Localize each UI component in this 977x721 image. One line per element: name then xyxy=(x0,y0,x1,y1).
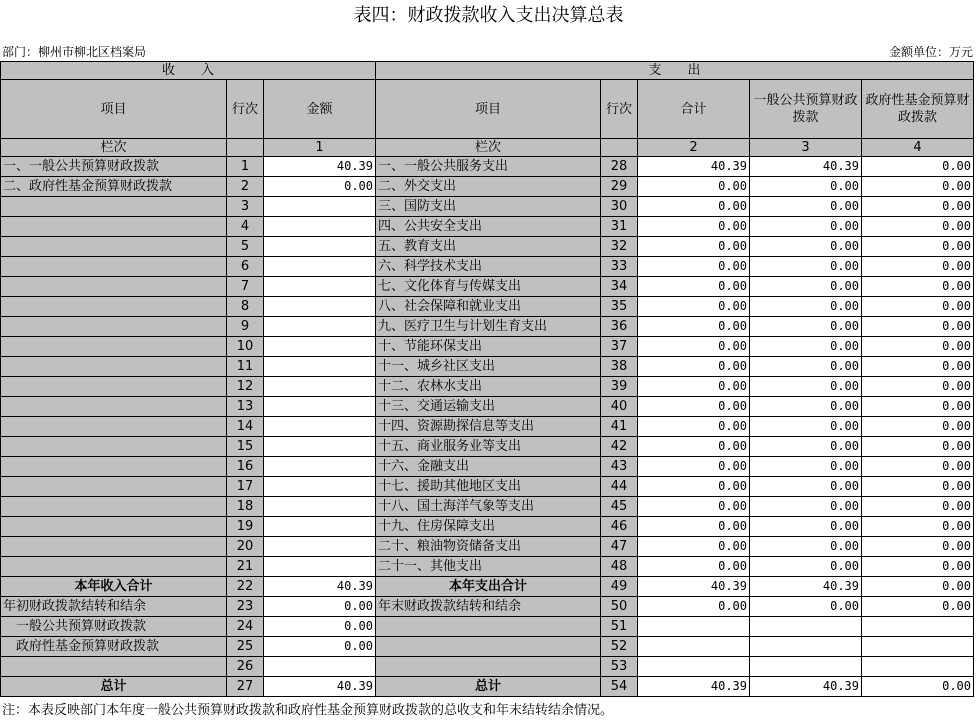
expense-fund-budget: 0.00 xyxy=(862,357,974,377)
income-row-number: 21 xyxy=(227,557,264,577)
expense-fund-budget: 0.00 xyxy=(862,417,974,437)
income-row-number: 16 xyxy=(227,457,264,477)
expense-row-number: 43 xyxy=(601,457,638,477)
section-expense: 支 出 xyxy=(376,62,974,80)
income-item xyxy=(1,557,227,577)
table-row xyxy=(1,557,974,577)
income-item xyxy=(1,337,227,357)
expense-item: 十一、城乡社区支出 xyxy=(376,357,601,377)
expense-general-budget: 40.39 xyxy=(750,157,862,177)
column-4: 4 xyxy=(862,139,974,157)
income-item xyxy=(1,197,227,217)
income-row-number: 2 xyxy=(227,177,264,197)
expense-row-number: 36 xyxy=(601,317,638,337)
expense-general-budget xyxy=(750,637,862,657)
expense-fund-budget xyxy=(862,657,974,677)
income-amount: 40.39 xyxy=(264,577,376,597)
expense-item: 十五、商业服务业等支出 xyxy=(376,437,601,457)
table-row xyxy=(1,337,974,357)
expense-fund-budget: 0.00 xyxy=(862,297,974,317)
income-amount xyxy=(264,517,376,537)
expense-fund-budget: 0.00 xyxy=(862,197,974,217)
income-item: 二、政府性基金预算财政拨款 xyxy=(1,177,227,197)
expense-fund-budget: 0.00 xyxy=(862,277,974,297)
expense-general-budget: 0.00 xyxy=(750,337,862,357)
income-row-number: 9 xyxy=(227,317,264,337)
expense-general-budget: 0.00 xyxy=(750,437,862,457)
expense-item: 二十、粮油物资储备支出 xyxy=(376,537,601,557)
expense-fund-budget: 0.00 xyxy=(862,497,974,517)
expense-total: 0.00 xyxy=(638,277,750,297)
income-item: 政府性基金预算财政拨款 xyxy=(1,637,227,657)
table-row xyxy=(1,377,974,397)
expense-fund-budget: 0.00 xyxy=(862,677,974,697)
income-amount: 0.00 xyxy=(264,637,376,657)
expense-row-number: 31 xyxy=(601,217,638,237)
expense-row-number: 41 xyxy=(601,417,638,437)
expense-fund-budget: 0.00 xyxy=(862,377,974,397)
header-amount: 金额 xyxy=(264,80,376,139)
table-row xyxy=(1,657,974,677)
expense-general-budget: 0.00 xyxy=(750,597,862,617)
income-item xyxy=(1,657,227,677)
header-item-expense: 项目 xyxy=(376,80,601,139)
income-item xyxy=(1,377,227,397)
expense-row-number: 42 xyxy=(601,437,638,457)
expense-general-budget: 0.00 xyxy=(750,357,862,377)
expense-row-number: 39 xyxy=(601,377,638,397)
income-item xyxy=(1,517,227,537)
expense-total: 0.00 xyxy=(638,257,750,277)
expense-row-number: 35 xyxy=(601,297,638,317)
table-row xyxy=(1,237,974,257)
income-item: 本年收入合计 xyxy=(1,577,227,597)
income-amount: 0.00 xyxy=(264,177,376,197)
expense-row-number: 32 xyxy=(601,237,638,257)
expense-row-number: 37 xyxy=(601,337,638,357)
expense-row-number: 33 xyxy=(601,257,638,277)
expense-row-number: 28 xyxy=(601,157,638,177)
table-row xyxy=(1,617,974,637)
expense-row-number: 44 xyxy=(601,477,638,497)
expense-item xyxy=(376,617,601,637)
expense-item: 六、科学技术支出 xyxy=(376,257,601,277)
expense-total: 0.00 xyxy=(638,497,750,517)
expense-general-budget: 0.00 xyxy=(750,377,862,397)
income-row-number: 19 xyxy=(227,517,264,537)
income-row-number: 23 xyxy=(227,597,264,617)
expense-item: 十二、农林水支出 xyxy=(376,377,601,397)
expense-general-budget: 0.00 xyxy=(750,197,862,217)
table-row xyxy=(1,677,974,697)
expense-fund-budget: 0.00 xyxy=(862,537,974,557)
income-item xyxy=(1,277,227,297)
expense-total: 0.00 xyxy=(638,337,750,357)
expense-row-number: 50 xyxy=(601,597,638,617)
income-row-number: 20 xyxy=(227,537,264,557)
expense-general-budget: 0.00 xyxy=(750,217,862,237)
expense-fund-budget: 0.00 xyxy=(862,437,974,457)
income-item xyxy=(1,397,227,417)
income-row-number: 10 xyxy=(227,337,264,357)
expense-fund-budget: 0.00 xyxy=(862,517,974,537)
expense-total: 0.00 xyxy=(638,177,750,197)
expense-row-number: 29 xyxy=(601,177,638,197)
column-1: 1 xyxy=(264,139,376,157)
income-amount xyxy=(264,357,376,377)
header-general-budget: 一般公共预算财政拨款 xyxy=(750,80,862,139)
expense-fund-budget: 0.00 xyxy=(862,457,974,477)
income-row-number: 25 xyxy=(227,637,264,657)
income-amount xyxy=(264,237,376,257)
expense-row-number: 53 xyxy=(601,657,638,677)
report-title: 表四：财政拨款收入支出决算总表 xyxy=(353,5,624,26)
expense-item: 十四、资源勘探信息等支出 xyxy=(376,417,601,437)
footnote: 注：本表反映部门本年度一般公共预算财政拨款和政府性基金预算财政拨款的总收支和年末结转结余情况。 xyxy=(2,703,614,718)
expense-row-number: 52 xyxy=(601,637,638,657)
table-row xyxy=(1,217,974,237)
income-amount xyxy=(264,437,376,457)
table-row xyxy=(1,577,974,597)
expense-row-number: 49 xyxy=(601,577,638,597)
expense-total: 0.00 xyxy=(638,557,750,577)
income-item xyxy=(1,317,227,337)
income-amount: 0.00 xyxy=(264,617,376,637)
expense-fund-budget: 0.00 xyxy=(862,577,974,597)
expense-item: 十八、国土海洋气象等支出 xyxy=(376,497,601,517)
expense-general-budget xyxy=(750,617,862,637)
income-amount xyxy=(264,397,376,417)
income-row-number: 27 xyxy=(227,677,264,697)
expense-total: 0.00 xyxy=(638,237,750,257)
expense-total: 0.00 xyxy=(638,397,750,417)
header-row: 行次 xyxy=(227,80,264,139)
expense-total: 0.00 xyxy=(638,197,750,217)
expense-item: 五、教育支出 xyxy=(376,237,601,257)
table-row xyxy=(1,517,974,537)
income-amount xyxy=(264,277,376,297)
income-item xyxy=(1,297,227,317)
income-row-number: 11 xyxy=(227,357,264,377)
income-row-number: 12 xyxy=(227,377,264,397)
income-item xyxy=(1,497,227,517)
income-amount xyxy=(264,217,376,237)
expense-item: 四、公共安全支出 xyxy=(376,217,601,237)
income-amount xyxy=(264,337,376,357)
department-label: 部门：柳州市柳北区档案局 xyxy=(2,45,147,59)
table-row xyxy=(1,637,974,657)
expense-total: 0.00 xyxy=(638,377,750,397)
income-amount xyxy=(264,317,376,337)
expense-item: 一、一般公共服务支出 xyxy=(376,157,601,177)
income-row-number: 1 xyxy=(227,157,264,177)
expense-fund-budget: 0.00 xyxy=(862,397,974,417)
expense-item: 十三、交通运输支出 xyxy=(376,397,601,417)
income-amount xyxy=(264,537,376,557)
table-row xyxy=(1,537,974,557)
table-row xyxy=(1,317,974,337)
expense-total: 0.00 xyxy=(638,217,750,237)
fiscal-allocation-table xyxy=(0,61,974,697)
expense-total: 0.00 xyxy=(638,457,750,477)
expense-row-number: 38 xyxy=(601,357,638,377)
expense-general-budget: 0.00 xyxy=(750,417,862,437)
expense-total: 0.00 xyxy=(638,517,750,537)
income-row-number: 14 xyxy=(227,417,264,437)
column-3: 3 xyxy=(750,139,862,157)
income-row-number: 13 xyxy=(227,397,264,417)
expense-general-budget: 0.00 xyxy=(750,297,862,317)
expense-general-budget: 0.00 xyxy=(750,537,862,557)
expense-total: 0.00 xyxy=(638,537,750,557)
income-amount xyxy=(264,557,376,577)
expense-general-budget xyxy=(750,657,862,677)
expense-total: 0.00 xyxy=(638,417,750,437)
expense-fund-budget: 0.00 xyxy=(862,557,974,577)
expense-general-budget: 0.00 xyxy=(750,457,862,477)
income-amount: 40.39 xyxy=(264,677,376,697)
expense-item: 十六、金融支出 xyxy=(376,457,601,477)
income-amount: 40.39 xyxy=(264,157,376,177)
expense-total: 0.00 xyxy=(638,597,750,617)
income-row-number: 15 xyxy=(227,437,264,457)
expense-item: 二、外交支出 xyxy=(376,177,601,197)
expense-fund-budget: 0.00 xyxy=(862,257,974,277)
header-item: 项目 xyxy=(1,80,227,139)
table-row xyxy=(1,597,974,617)
table-row xyxy=(1,417,974,437)
header-total: 合计 xyxy=(638,80,750,139)
expense-general-budget: 0.00 xyxy=(750,397,862,417)
expense-row-number: 51 xyxy=(601,617,638,637)
header-row-expense: 行次 xyxy=(601,80,638,139)
expense-fund-budget: 0.00 xyxy=(862,477,974,497)
income-row-number: 17 xyxy=(227,477,264,497)
income-amount: 0.00 xyxy=(264,597,376,617)
expense-total xyxy=(638,657,750,677)
column-2: 2 xyxy=(638,139,750,157)
expense-row-number: 47 xyxy=(601,537,638,557)
income-row-number: 24 xyxy=(227,617,264,637)
expense-item: 总计 xyxy=(376,677,601,697)
expense-item xyxy=(376,657,601,677)
expense-fund-budget xyxy=(862,617,974,637)
expense-fund-budget: 0.00 xyxy=(862,337,974,357)
expense-general-budget: 40.39 xyxy=(750,577,862,597)
table-row xyxy=(1,197,974,217)
expense-fund-budget xyxy=(862,637,974,657)
expense-row-number: 30 xyxy=(601,197,638,217)
expense-fund-budget: 0.00 xyxy=(862,597,974,617)
expense-item: 九、医疗卫生与计划生育支出 xyxy=(376,317,601,337)
expense-item: 年末财政拨款结转和结余 xyxy=(376,597,601,617)
income-item: 一般公共预算财政拨款 xyxy=(1,617,227,637)
income-item xyxy=(1,537,227,557)
income-row-number: 6 xyxy=(227,257,264,277)
expense-row-number: 40 xyxy=(601,397,638,417)
expense-total: 0.00 xyxy=(638,317,750,337)
table-row xyxy=(1,357,974,377)
header-fund-budget: 政府性基金预算财政拨款 xyxy=(862,80,974,139)
table-row xyxy=(1,437,974,457)
expense-fund-budget: 0.00 xyxy=(862,157,974,177)
expense-item: 本年支出合计 xyxy=(376,577,601,597)
expense-item: 十七、援助其他地区支出 xyxy=(376,477,601,497)
expense-general-budget: 0.00 xyxy=(750,317,862,337)
expense-item: 八、社会保障和就业支出 xyxy=(376,297,601,317)
expense-row-number: 48 xyxy=(601,557,638,577)
expense-row-number: 45 xyxy=(601,497,638,517)
income-amount xyxy=(264,477,376,497)
expense-fund-budget: 0.00 xyxy=(862,177,974,197)
expense-item: 七、文化体育与传媒支出 xyxy=(376,277,601,297)
expense-total: 0.00 xyxy=(638,437,750,457)
expense-fund-budget: 0.00 xyxy=(862,317,974,337)
expense-row-number: 34 xyxy=(601,277,638,297)
income-amount xyxy=(264,377,376,397)
expense-total: 0.00 xyxy=(638,357,750,377)
income-row-number: 4 xyxy=(227,217,264,237)
expense-total: 40.39 xyxy=(638,677,750,697)
income-row-number: 8 xyxy=(227,297,264,317)
expense-total xyxy=(638,617,750,637)
expense-row-number: 54 xyxy=(601,677,638,697)
income-amount xyxy=(264,497,376,517)
income-item xyxy=(1,257,227,277)
table-row xyxy=(1,277,974,297)
expense-general-budget: 0.00 xyxy=(750,277,862,297)
income-item: 年初财政拨款结转和结余 xyxy=(1,597,227,617)
column-label-expense: 栏次 xyxy=(376,139,601,157)
expense-total: 0.00 xyxy=(638,477,750,497)
expense-fund-budget: 0.00 xyxy=(862,237,974,257)
expense-general-budget: 0.00 xyxy=(750,177,862,197)
income-row-number: 18 xyxy=(227,497,264,517)
expense-total xyxy=(638,637,750,657)
income-item xyxy=(1,357,227,377)
table-row xyxy=(1,257,974,277)
expense-item: 二十一、其他支出 xyxy=(376,557,601,577)
income-amount xyxy=(264,257,376,277)
expense-item: 十九、住房保障支出 xyxy=(376,517,601,537)
income-item xyxy=(1,457,227,477)
income-row-number: 26 xyxy=(227,657,264,677)
income-item xyxy=(1,477,227,497)
table-row xyxy=(1,297,974,317)
expense-total: 0.00 xyxy=(638,297,750,317)
table-row xyxy=(1,497,974,517)
table-row xyxy=(1,457,974,477)
income-item xyxy=(1,437,227,457)
table-row xyxy=(1,477,974,497)
expense-item: 三、国防支出 xyxy=(376,197,601,217)
expense-general-budget: 40.39 xyxy=(750,677,862,697)
table-row xyxy=(1,177,974,197)
income-item xyxy=(1,217,227,237)
income-amount xyxy=(264,297,376,317)
income-amount xyxy=(264,457,376,477)
income-row-number: 22 xyxy=(227,577,264,597)
expense-item xyxy=(376,637,601,657)
expense-total: 40.39 xyxy=(638,577,750,597)
income-amount xyxy=(264,197,376,217)
income-item xyxy=(1,417,227,437)
section-income: 收 入 xyxy=(1,62,376,80)
expense-total: 40.39 xyxy=(638,157,750,177)
table-row xyxy=(1,157,974,177)
income-row-number: 3 xyxy=(227,197,264,217)
income-item: 一、一般公共预算财政拨款 xyxy=(1,157,227,177)
income-row-number: 7 xyxy=(227,277,264,297)
expense-fund-budget: 0.00 xyxy=(862,217,974,237)
expense-general-budget: 0.00 xyxy=(750,477,862,497)
income-item: 总计 xyxy=(1,677,227,697)
expense-general-budget: 0.00 xyxy=(750,557,862,577)
unit-label: 金额单位：万元 xyxy=(888,45,973,59)
income-amount xyxy=(264,417,376,437)
income-item xyxy=(1,237,227,257)
expense-row-number: 46 xyxy=(601,517,638,537)
expense-general-budget: 0.00 xyxy=(750,257,862,277)
column-label: 栏次 xyxy=(1,139,227,157)
expense-general-budget: 0.00 xyxy=(750,237,862,257)
expense-general-budget: 0.00 xyxy=(750,517,862,537)
income-amount xyxy=(264,657,376,677)
income-row-number: 5 xyxy=(227,237,264,257)
table-row xyxy=(1,397,974,417)
expense-general-budget: 0.00 xyxy=(750,497,862,517)
expense-item: 十、节能环保支出 xyxy=(376,337,601,357)
